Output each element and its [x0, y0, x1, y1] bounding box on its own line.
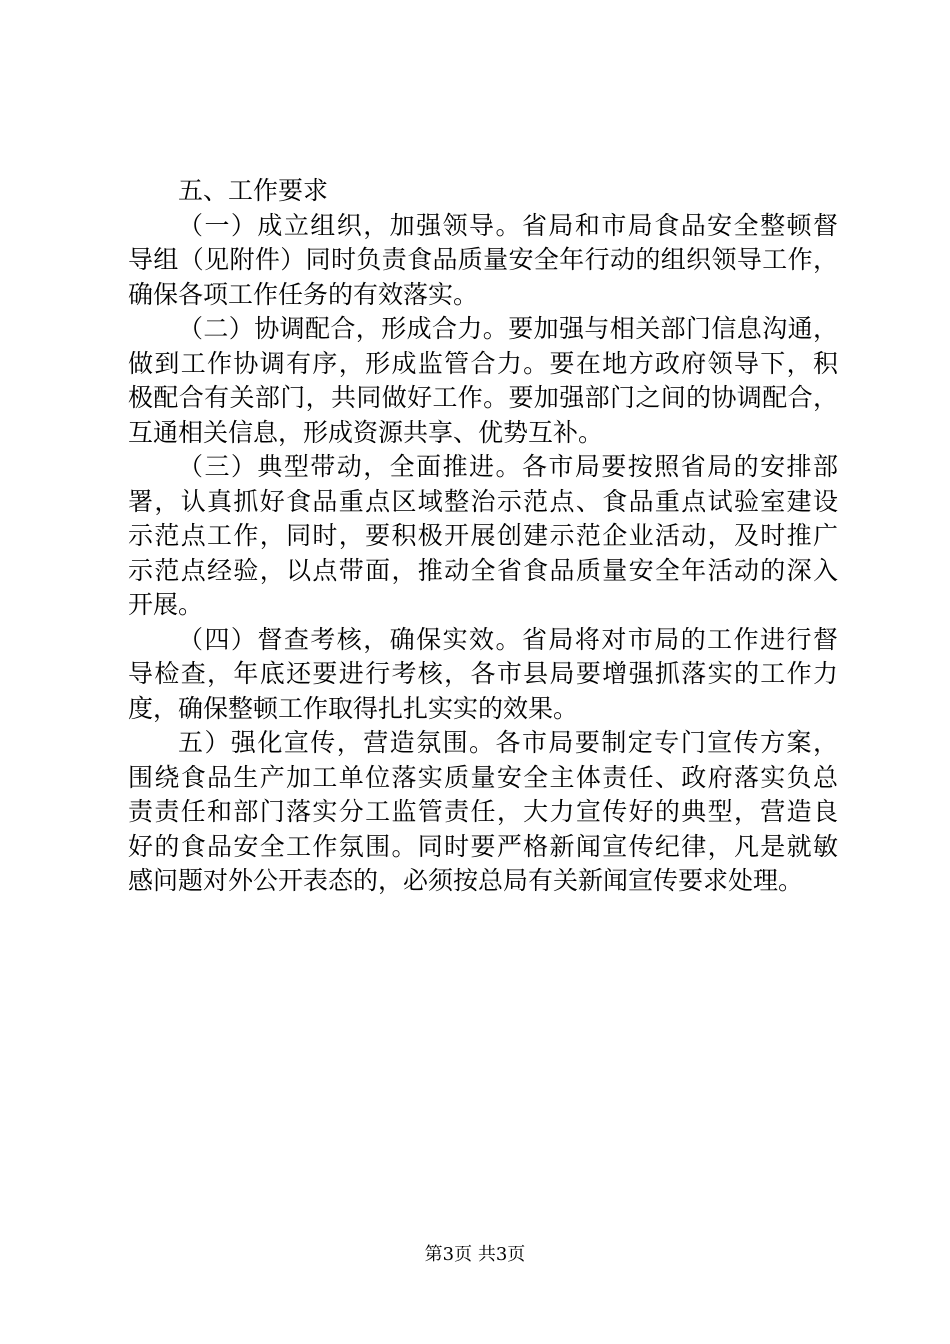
text-line: 署，认真抓好食品重点区域整治示范点、食品重点试验室建设 — [128, 486, 838, 516]
text-line: 确保各项工作任务的有效落实。 — [128, 279, 479, 309]
text-line: 感问题对外公开表态的，必须按总局有关新闻宣传要求处理。 — [128, 866, 804, 895]
text-line: 五）强化宣传，营造氛围。各市局要制定专门宣传方案， — [178, 728, 838, 757]
text-line: 极配合有关部门，共同做好工作。要加强部门之间的协调配合， — [128, 383, 838, 412]
text-line: 五、工作要求 — [178, 176, 329, 205]
text-line: （四）督查考核，确保实效。省局将对市局的工作进行督 — [178, 624, 838, 654]
text-line: 围绕食品生产加工单位落实质量安全主体责任、政府落实负总 — [128, 762, 838, 792]
text-line: 示范点经验，以点带面，推动全省食品质量安全年活动的深入 — [128, 555, 838, 585]
text-line: 开展。 — [128, 590, 204, 619]
text-line: 互通相关信息，形成资源共享、优势互补。 — [128, 417, 604, 447]
text-line: 导组（见附件）同时负责食品质量安全年行动的组织领导工作， — [128, 245, 838, 274]
text-line: （三）典型带动，全面推进。各市局要按照省局的安排部 — [178, 452, 838, 481]
text-line: （二）协调配合，形成合力。要加强与相关部门信息沟通， — [178, 314, 838, 343]
document-body — [128, 174, 838, 899]
paragraph — [128, 450, 838, 623]
text-line: 责责任和部门落实分工监管责任，大力宣传好的典型，营造良 — [128, 797, 838, 826]
text-line: 好的食品安全工作氛围。同时要严格新闻宣传纪律，凡是就敏 — [128, 831, 838, 861]
paragraph — [128, 623, 838, 727]
text-line: 导检查，年底还要进行考核，各市县局要增强抓落实的工作力 — [128, 659, 838, 688]
page-number-footer: 第3页 共3页 — [424, 1244, 526, 1265]
text-line: 度，确保整顿工作取得扎扎实实的效果。 — [128, 693, 579, 723]
text-line: 示范点工作，同时，要积极开展创建示范企业活动，及时推广 — [128, 521, 838, 550]
section-heading — [128, 174, 838, 209]
paragraph — [128, 209, 838, 313]
paragraph — [128, 312, 838, 450]
text-line: 做到工作协调有序，形成监管合力。要在地方政府领导下，积 — [128, 348, 838, 378]
text-line: （一）成立组织，加强领导。省局和市局食品安全整顿督 — [178, 210, 838, 240]
paragraph — [128, 726, 838, 899]
